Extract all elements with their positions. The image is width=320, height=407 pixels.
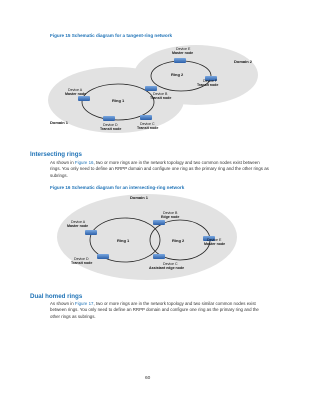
device-b-switch [153,220,165,225]
device-a-role: Master node [65,92,87,96]
figure-15-caption: Figure 15 Schematic diagram for a tangent-ring network [50,33,173,38]
ring-2-label: Ring 2 [171,72,184,77]
ring-1-label: Ring 1 [112,98,125,103]
page-number: 60 [145,376,151,381]
device-d-name: Device D [103,123,118,127]
device-d-role: Transit node [100,127,122,131]
tangent-ring-diagram [48,40,263,138]
device-e-switch [174,58,186,63]
device-a-name: Device A [71,220,86,224]
device-d-switch [97,254,109,259]
device-a-name: Device A [68,88,83,92]
domain-2-label: Domain 2 [234,59,253,64]
dual-homed-rings-heading: Dual homed rings [30,293,83,300]
intersecting-rings-paragraph: As shown in Figure 16, two or more rings are in the network topology and two common nodes exist between rings. You only need to define an RRPP domain and configure one ring as the primary ring and the other rings as subrings. [50,160,269,178]
device-d-switch [103,116,115,121]
device-a-role: Master node [67,224,89,228]
device-e-name: Device E [176,47,191,51]
device-c-role: Assistant edge node [149,266,185,270]
device-a-switch [85,230,97,235]
device-a-switch [78,96,90,101]
intersecting-rings-heading: Intersecting rings [30,151,82,158]
device-d-role: Transit node [71,261,93,265]
device-b-switch [145,86,157,91]
intersecting-ring-diagram [55,192,240,282]
device-c-switch [153,254,165,259]
domain-1-label: Domain 1 [130,195,149,200]
device-c-name: Device C [163,262,178,266]
device-e-name: Device E [207,238,222,242]
figure-17-link[interactable]: Figure 17 [74,301,94,306]
device-b-role: Edge node [161,215,180,219]
device-b-name: Device B [163,211,178,215]
device-c-role: Transit node [137,126,159,130]
device-b-role: Transit node [150,96,172,100]
device-c-switch [140,115,152,120]
device-c-name: Device C [140,122,155,126]
figure-16-caption: Figure 16 Schematic diagram for an intersecting-ring network [50,185,185,190]
ring-1-label: Ring 1 [117,238,130,243]
ring-2-label: Ring 2 [172,238,185,243]
device-b-name: Device B [153,92,168,96]
device-e-role: Master node [172,51,194,55]
domain-1-label: Domain 1 [50,120,69,125]
device-f-name: Device F [203,79,218,83]
device-e-role: Master node [204,242,226,246]
device-f-role: Transit node [197,83,219,87]
figure-16-link[interactable]: Figure 16 [74,160,94,165]
device-d-name: Device D [74,257,89,261]
dual-homed-rings-paragraph: As shown in Figure 17, two or more rings are in the network topology and two similar common nodes exist between rings. You only need to define an RRPP domain and configure one ring as the primary ring and the other rings as subrings. [50,301,259,319]
